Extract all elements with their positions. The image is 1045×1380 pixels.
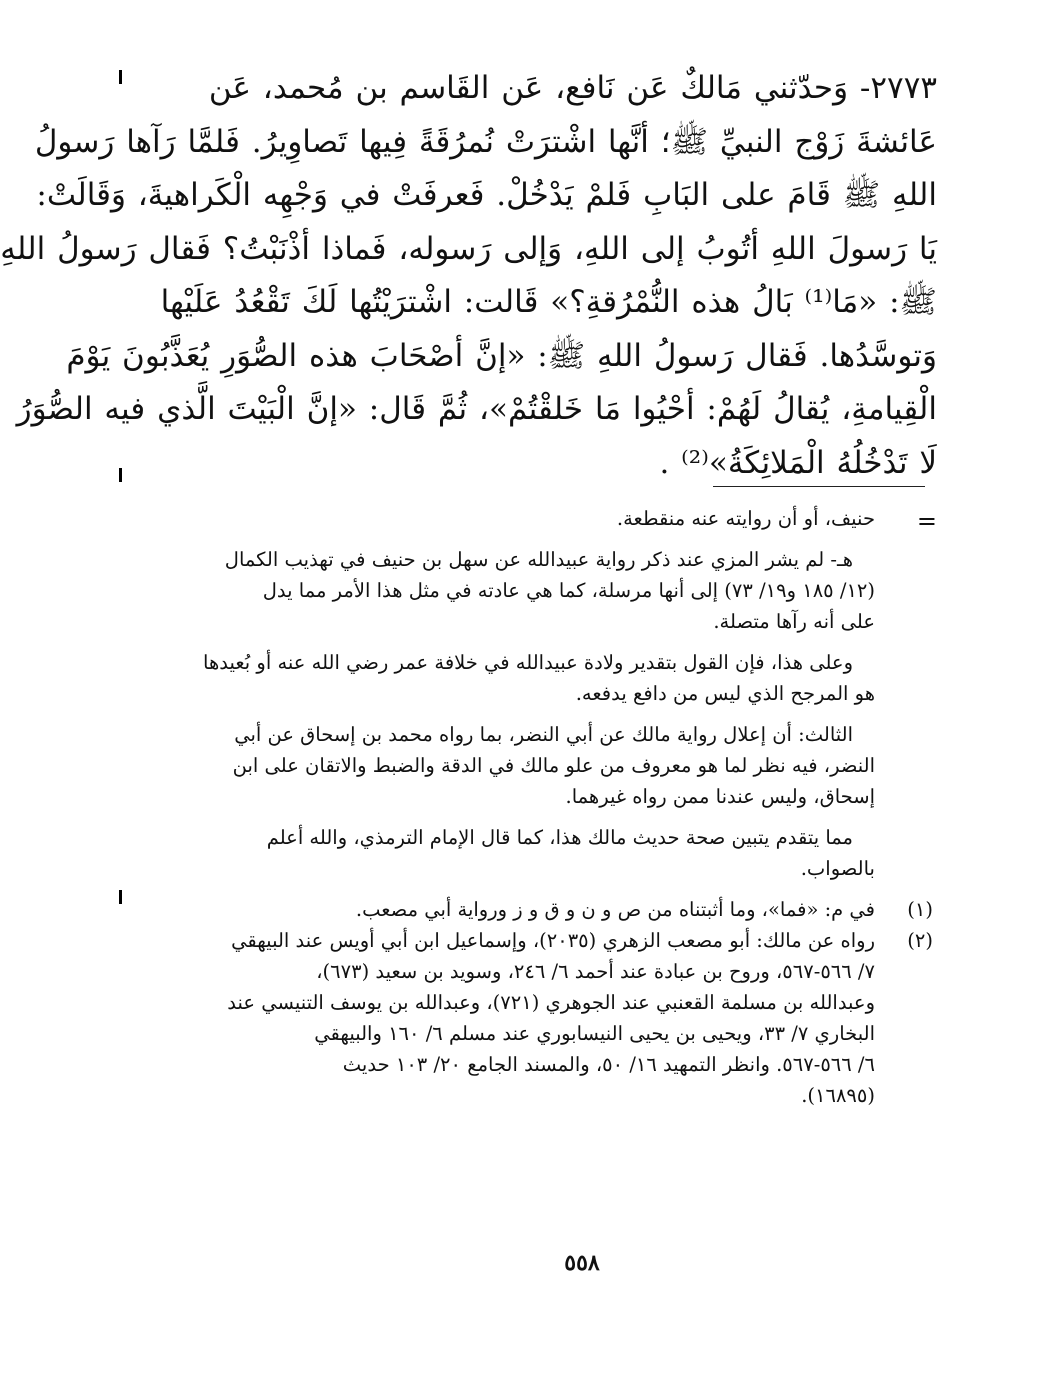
footnote-number: (٢)	[907, 929, 933, 952]
note-paragraph-he	[224, 544, 933, 637]
hadith-line: لَا تَدْخُلُهُ الْمَلائِكَةُ»⁽²⁾ .	[659, 444, 937, 481]
footnote-number: (١)	[907, 898, 933, 921]
note-line: ٦/ ٥٦٦-٥٦٧. وانظر التمهيد ١٦/ ٥٠، والمسند الجامع ٢٠/ ١٠٣ حديث	[342, 1053, 875, 1076]
footnotes-area	[203, 503, 933, 1111]
scan-edge-mark	[119, 70, 122, 84]
note-line: وعبدالله بن مسلمة القعنبي عند الجوهري (٧٢١)، وعبدالله بن يوسف التنيسي عند	[227, 991, 875, 1014]
hadith-line: الْقِيامةِ، يُقالُ لَهُمْ: أحْيُوا مَا خَلقْتُمْ»، ثُمَّ قَال: «إنَّ الْبَيْتَ الَّذي فيه الصُّوَرُ	[16, 391, 937, 427]
note-line: هـ- لم يشر المزي عند ذكر رواية عبيدالله عن سهل بن حنيف في تهذيب الكمال	[224, 548, 853, 571]
note-line: (١٢/ ١٨٥ و١٩/ ٧٣) إلى أنها مرسلة، كما هي عادته في مثل هذا الأمر مما يدل	[262, 579, 875, 602]
footnote-separator	[713, 486, 925, 487]
footnote-1	[233, 894, 933, 925]
note-line: ٧/ ٥٦٦-٥٦٧، وروح بن عبادة عند أحمد ٦/ ٢٤٦، وسويد بن سعيد (٦٧٣)،	[316, 960, 875, 983]
note-line: إسحاق، وليس عندنا ممن رواه غيرهما.	[565, 785, 875, 808]
hadith-line: يَا رَسولَ اللهِ أتُوبُ إلى اللهِ، وَإلى رَسوله، فَماذا أذْنَبْتُ؟ فَقال رَسولُ اللهِ	[0, 230, 937, 267]
note-paragraph-wa	[203, 647, 933, 709]
note-line: مما يتقدم يتبين صحة حديث مالك هذا، كما قال الإمام الترمذي، والله أعلم	[266, 826, 853, 849]
note-paragraph-conclusion	[233, 822, 933, 884]
footnote-2	[227, 925, 933, 1111]
scan-edge-mark	[119, 890, 122, 904]
continuation-mark: =	[916, 507, 937, 535]
note-line: رواه عن مالك: أبو مصعب الزهري (٢٠٣٥)، وإسماعيل ابن أبي أويس عند البيهقي	[231, 929, 875, 952]
note-continuation	[233, 503, 933, 534]
hadith-line: اللهِ ﷺ قَامَ على البَابِ فَلمْ يَدْخُلْ. فَعرفَتْ في وَجْهِه الْكَراهيةَ، وَقَالَتْ:	[36, 177, 937, 213]
hadith-body	[0, 62, 937, 490]
note-line: بالصواب.	[800, 857, 875, 880]
scan-edge-mark	[119, 468, 122, 482]
note-line: وعلى هذا، فإن القول بتقدير ولادة عبيدالله في خلافة عمر رضي الله عنه أو بُعيدها	[203, 651, 853, 674]
note-line: الثالث: أن إعلال رواية مالك عن أبي النضر، بما رواه محمد بن إسحاق عن أبي	[234, 723, 853, 746]
note-line: البخاري ٧/ ٣٣، ويحيى بن يحيى النيسابوري عند مسلم ٦/ ١٦٠ والبيهقي	[314, 1022, 875, 1045]
note-line: حنيف، أو أن روايته عنه منقطعة.	[616, 507, 875, 530]
hadith-line: ﷺ: «مَا⁽¹⁾ بَالُ هذه النُّمْرُقةِ؟» قَالت: اشْترَيْتُها لَكَ تَقْعُدُ عَلَيْها	[160, 284, 937, 320]
note-line: (١٦٨٩٥).	[801, 1084, 875, 1107]
hadith-line: وَتوسَّدُها. فَقال رَسولُ اللهِ ﷺ: «إنَّ أصْحَابَ هذه الصُّوَرِ يُعَذَّبُونَ يَوْمَ	[66, 337, 937, 374]
hadith-line: ٢٧٧٣- وَحدّثني مَالكٌ عَن نَافع، عَن القَاسم بن مُحمد، عَن	[208, 70, 937, 106]
page-number: ٥٥٨	[564, 1250, 600, 1276]
note-line: هو المرجح الذي ليس من دافع يدفعه.	[575, 682, 875, 705]
hadith-line: عَائشةَ زَوْج النبيِّ ﷺ؛ أنَّها اشْترَتْ نُمرُقَةً فِيها تَصاوِيرُ. فَلمَّا رَآها رَسولُ	[34, 123, 937, 160]
note-line: في م: «فما»، وما أثبتناه من ص و ن و ق و ز ورواية أبي مصعب.	[355, 898, 875, 921]
note-line: النضر، فيه نظر لما هو معروف من علو مالك في الدقة والضبط والاتقان على ابن	[232, 754, 875, 777]
note-paragraph-third	[233, 719, 933, 812]
note-line: على أنه رآها متصلة.	[713, 610, 875, 633]
